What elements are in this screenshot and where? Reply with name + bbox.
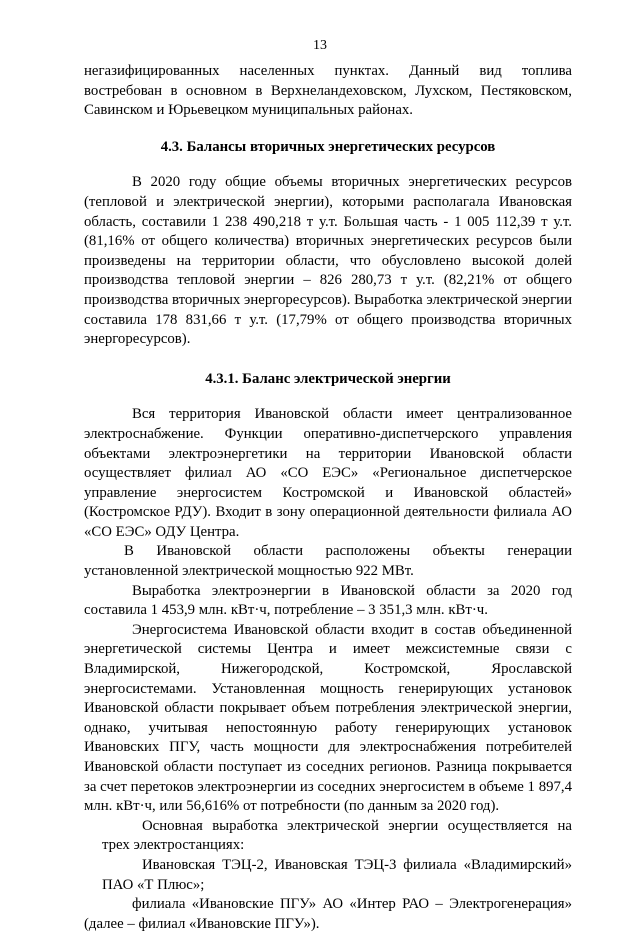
list-item-pgu: филиала «Ивановские ПГУ» АО «Интер РАО – Электрогенерация» (далее – филиал «Ивановские ПГУ»). — [84, 896, 572, 932]
paragraph-centralized-supply: Вся территория Ивановской области имеет централизованное электроснабжение. Функции оперативно-диспетчерского управления объектами электроэнергетики на территории Ивановской области осуществляет филиал АО «СО ЕЭС» «Региональное диспетчерское управление энергосистем Костромской и Ивановской областей» (Костромское РДУ). Входит в зону операционной деятельности филиала АО «СО ЕЭС» ОДУ Центра. — [84, 406, 572, 540]
list-item-tec: Ивановская ТЭЦ-2, Ивановская ТЭЦ-3 филиала «Владимирский» ПАО «Т Плюс»; — [102, 856, 572, 893]
section-heading-4-3: 4.3. Балансы вторичных энергетических ресурсов — [160, 138, 496, 155]
paragraph-intro: негазифицированных населенных пунктах. Данный вид топлива востребован в основном в Верхнеландеховском, Лухском, Пестяковском, Савинском и Юрьевецком муниципальных районах. — [84, 63, 572, 119]
paragraph-generation-capacity: В Ивановской области расположены объекты генерации установленной электрической мощностью 922 МВт. — [84, 543, 572, 580]
page-number: 13 — [313, 38, 327, 53]
paragraph-energy-system: Энергосистема Ивановской области входит в состав объединенной энергетической системы Центра и имеет межсистемные связи с Владимирской, Нижегородской, Костромской, Ярославской энергосистемами. Установленная мощность генерирующих установок Ивановской области покрывает объем потребления электрической энергии, однако, учитывая непостоянную работу генерирующих установок Ивановских ПГУ, часть мощности для электроснабжения потребителей Ивановской области поступает из соседних регионов. Разница покрывается за счет перетоков электроэнергии из соседних энергосистем в объеме 1 897,4 млн. кВт·ч, или 56,616% от потребности (по данным за 2020 год). — [84, 621, 572, 815]
paragraph-secondary-resources: В 2020 году общие объемы вторичных энергетических ресурсов (тепловой и электрической энергии), которыми располагала Ивановская область, составили 1 238 490,218 т у.т. Большая часть - 1 005 112,39 т у.т. (81,16% от общего количества) вторичных энергетических ресурсов были произведены на территории области, что обусловлено высокой долей производства тепловой энергии – 826 280,73 т у.т. (82,21% от общего производства вторичных энергоресурсов). Выработка электрической энергии составила 178 831,66 т у.т. (17,79% от общего производства вторичных энергоресурсов). — [84, 174, 572, 348]
section-heading-4-3-1: 4.3.1. Баланс электрической энергии — [205, 370, 451, 387]
paragraph-production-consumption: Выработка электроэнергии в Ивановской области за 2020 год составила 1 453,9 млн. кВт·ч, потребление – 3 351,3 млн. кВт·ч. — [84, 582, 572, 619]
document-body — [84, 62, 572, 934]
paragraph-main-generation: Основная выработка электрической энергии осуществляется на трех электростанциях: — [102, 817, 572, 854]
